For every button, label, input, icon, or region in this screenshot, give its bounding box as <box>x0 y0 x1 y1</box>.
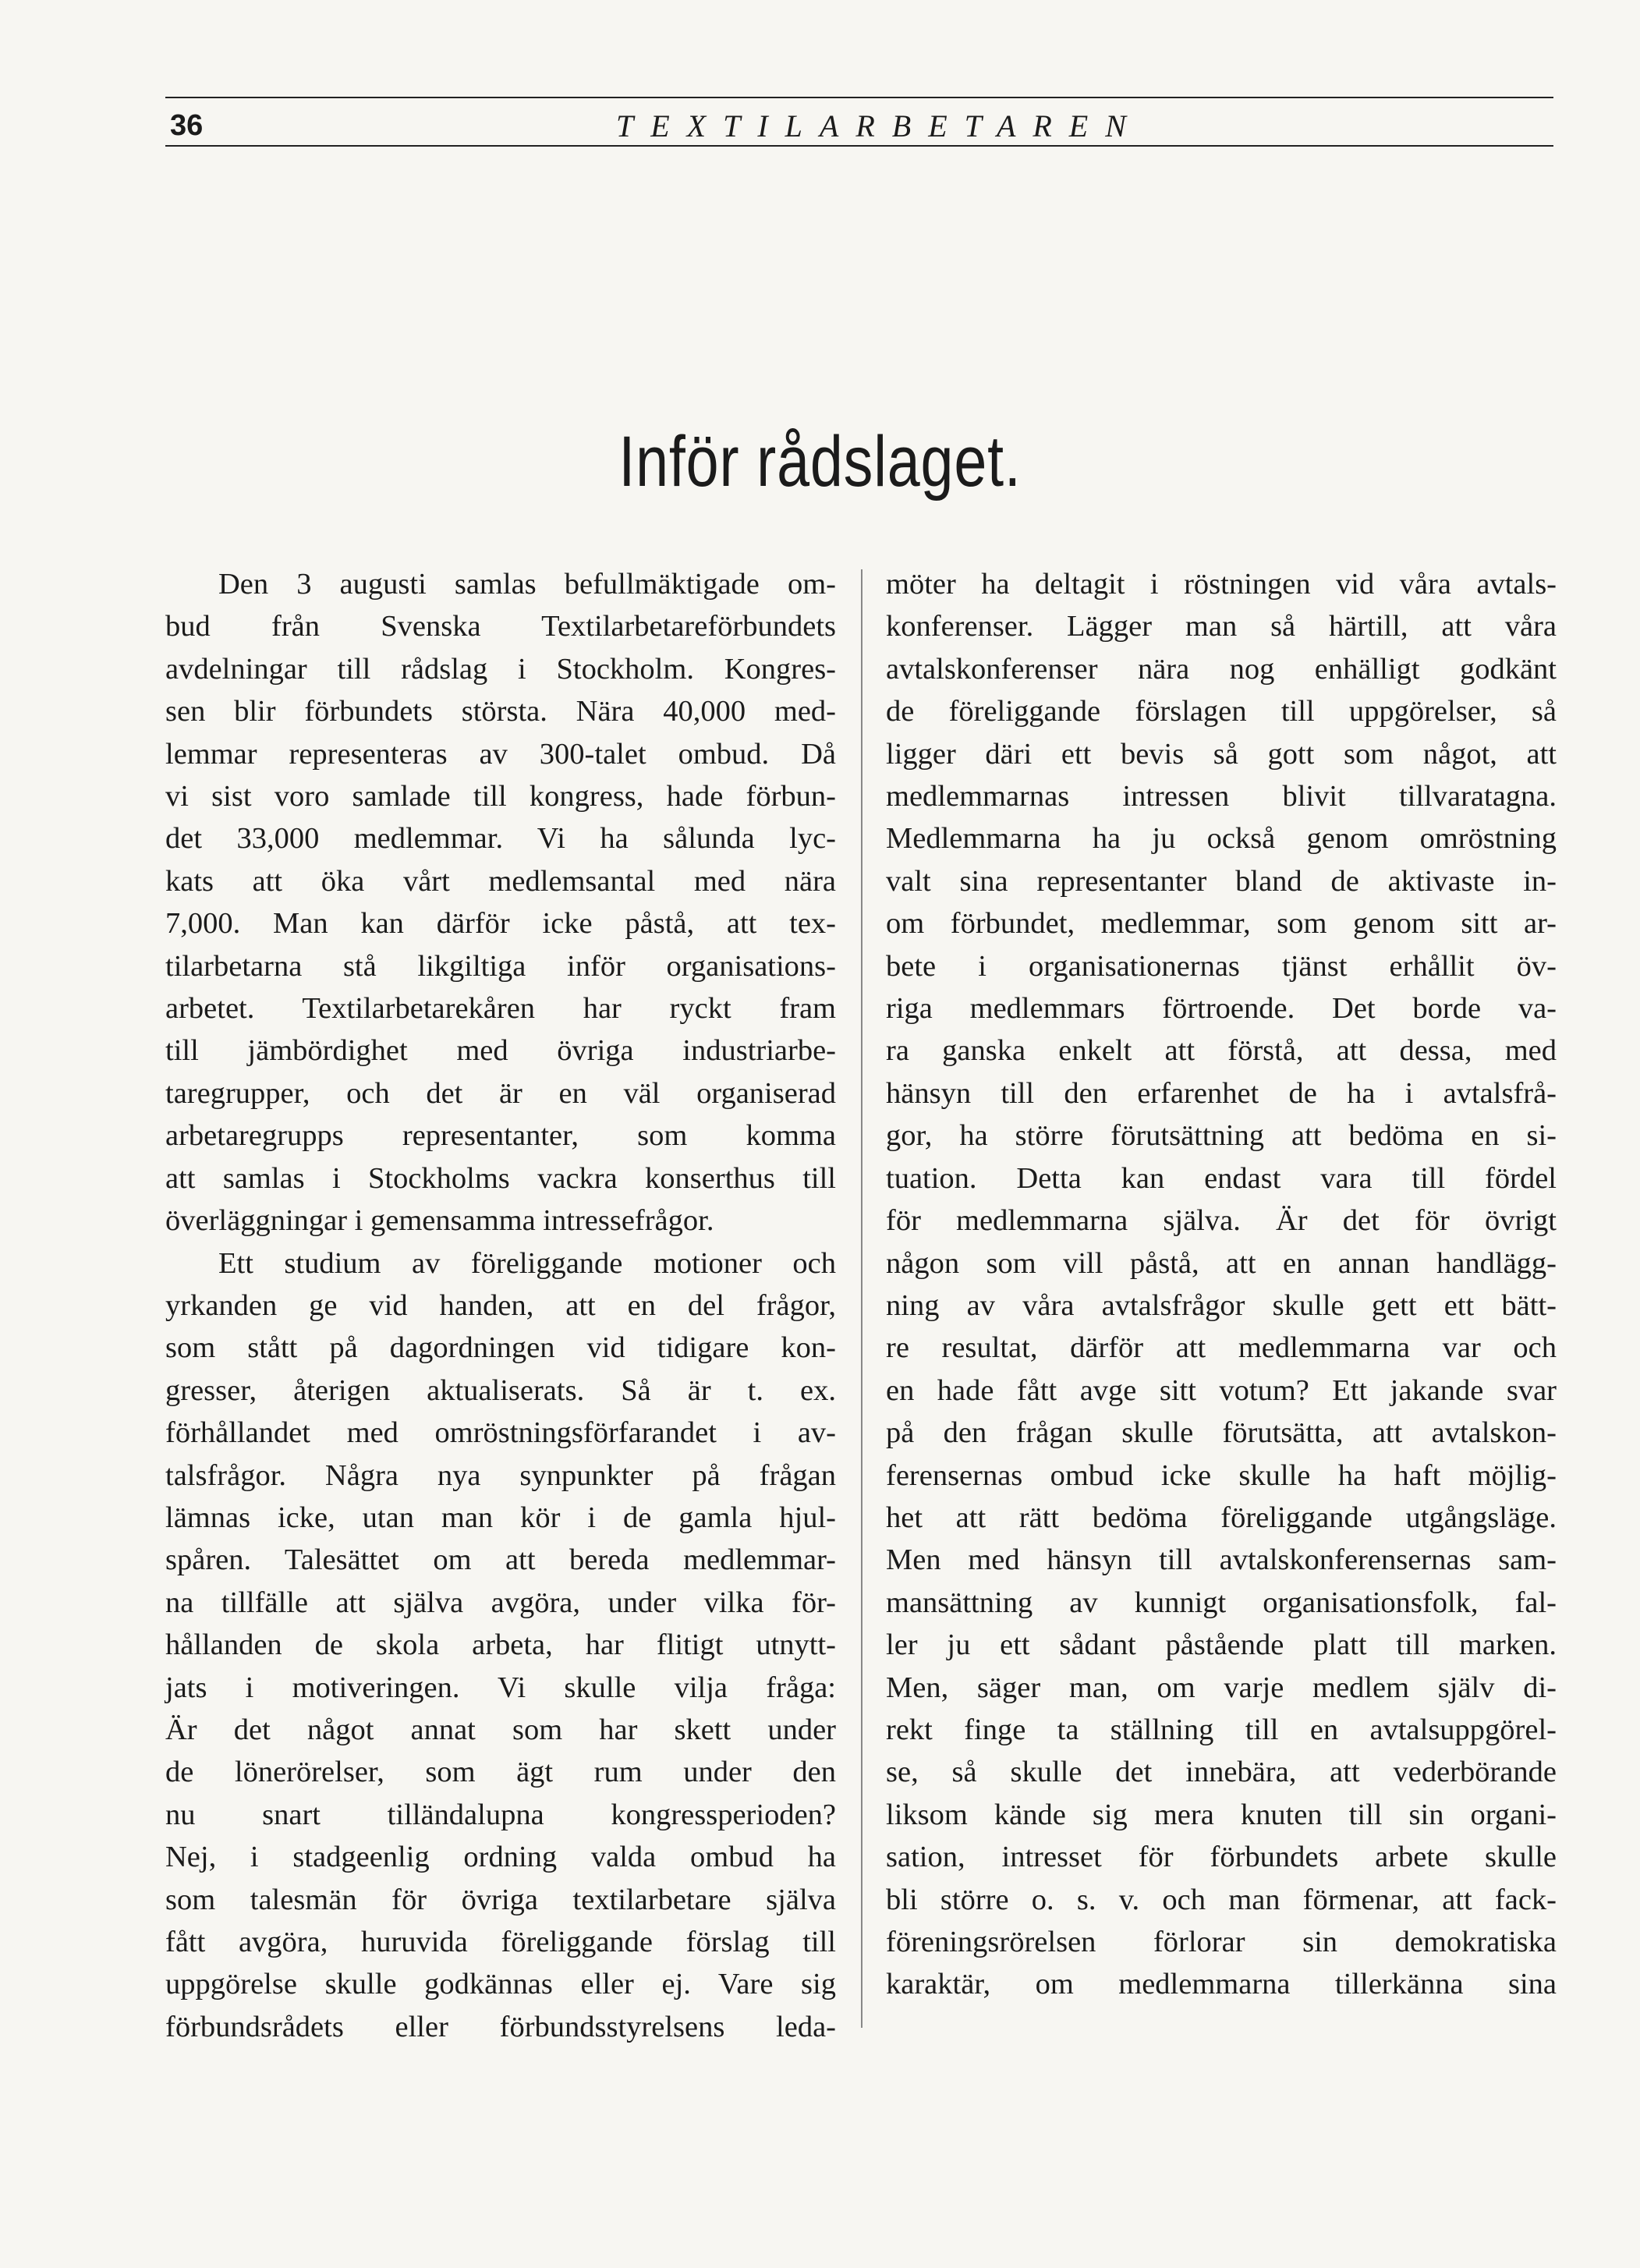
text-line: uppgörelse skulle godkännas eller ej. Vare sig <box>165 1968 836 2001</box>
text-line: gresser, återigen aktualiserats. Så är t. ex. <box>165 1373 836 1407</box>
text-line: förhållandet med omröstningsförfarandet i av- <box>165 1416 836 1450</box>
text-line: rekt finge ta ställning till en avtalsuppgörel- <box>886 1713 1557 1746</box>
text-line: som stått på dagordningen vid tidigare kon- <box>165 1331 836 1365</box>
text-line: de föreliggande förslagen till uppgörelser, så <box>886 695 1557 728</box>
text-line: tilarbetarna stå likgiltiga inför organisations- <box>165 949 836 983</box>
text-line: yrkanden ge vid handen, att en del frågor, <box>165 1288 836 1322</box>
text-line: bete i organisationernas tjänst erhållit öv- <box>886 949 1557 983</box>
text-line: Nej, i stadgeenlig ordning valda ombud ha <box>165 1841 836 1874</box>
text-line: ferensernas ombud icke skulle ha haft möjlig- <box>886 1458 1557 1492</box>
text-line: kats att öka vårt medlemsantal med nära <box>165 864 836 898</box>
text-line: medlemmarnas intressen blivit tillvaratagna. <box>886 780 1557 813</box>
text-line: föreningsrörelsen förlorar sin demokratiska <box>886 1926 1557 1958</box>
page-number: 36 <box>170 109 204 142</box>
text-line: ning av våra avtalsfrågor skulle gett ett bätt- <box>886 1288 1557 1322</box>
text-line: som talesmän för övriga textilarbetare själva <box>165 1883 836 1916</box>
text-line: mansättning av kunnigt organisationsfolk, fal- <box>886 1586 1557 1619</box>
text-line: det 33,000 medlemmar. Vi ha sålunda lyc- <box>165 822 836 856</box>
header-rule-bottom <box>165 145 1553 147</box>
running-title: TEXTILARBETAREN <box>616 108 1143 144</box>
text-line: Medlemmarna ha ju också genom omröstning <box>886 822 1557 856</box>
text-line: överläggningar i gemensamma intressefrågor. <box>165 1204 714 1238</box>
text-line: spåren. Talesättet om att bereda medlemmar- <box>165 1543 836 1577</box>
text-line: na tillfälle att själva avgöra, under vilka för- <box>165 1586 836 1619</box>
text-line: lemmar representeras av 300-talet ombud. Då <box>165 737 836 771</box>
text-line: fått avgöra, huruvida föreliggande förslag till <box>165 1926 836 1958</box>
text-line: någon som vill påstå, att en annan handlägg- <box>886 1246 1557 1280</box>
text-line: sen blir förbundets största. Nära 40,000 med- <box>165 695 836 728</box>
text-line: konferenser. Lägger man så härtill, att våra <box>886 610 1557 643</box>
text-line: ligger däri ett bevis så gott som något, att <box>886 737 1557 771</box>
text-line: bud från Svenska Textilarbetareförbundets <box>165 610 836 643</box>
text-line: liksom kände sig mera knuten till sin organi- <box>886 1798 1557 1831</box>
text-line: Den 3 augusti samlas befullmäktigade om- <box>218 568 836 601</box>
text-line: för medlemmarna själva. Är det för övrigt <box>886 1204 1557 1238</box>
text-line: en hade fått avge sitt votum? Ett jakande svar <box>886 1373 1557 1407</box>
text-line: tuation. Detta kan endast vara till fördel <box>886 1161 1557 1195</box>
text-line: till jämbördighet med övriga industriarbe- <box>165 1034 836 1068</box>
text-line: Men, säger man, om varje medlem själv di- <box>886 1671 1557 1704</box>
text-line: nu snart tilländalupna kongressperioden? <box>165 1798 836 1831</box>
right-column <box>886 563 1557 2006</box>
text-line: arbetaregrupps representanter, som komma <box>165 1119 836 1153</box>
text-line: taregrupper, och det är en väl organiserad <box>165 1076 836 1110</box>
text-line: hållanden de skola arbeta, har flitigt utnytt- <box>165 1628 836 1662</box>
text-line: hänsyn till den erfarenhet de ha i avtalsfrå- <box>886 1076 1557 1110</box>
text-line: ler ju ett sådant påstående platt till marken. <box>886 1628 1557 1662</box>
text-line: möter ha deltagit i röstningen vid våra avtals- <box>886 568 1557 601</box>
text-line: jats i motiveringen. Vi skulle vilja fråga: <box>165 1671 836 1704</box>
text-line: bli större o. s. v. och man förmenar, att fack- <box>886 1883 1557 1916</box>
header-rule-top <box>165 97 1553 98</box>
text-line: 7,000. Man kan därför icke påstå, att tex- <box>165 907 836 941</box>
text-line: vi sist voro samlade till kongress, hade förbun- <box>165 780 836 813</box>
text-line: riga medlemmars förtroende. Det borde va- <box>886 992 1557 1026</box>
text-line: valt sina representanter bland de aktivaste in- <box>886 864 1557 898</box>
text-line: om förbundet, medlemmar, som genom sitt ar- <box>886 907 1557 941</box>
text-line: att samlas i Stockholms vackra konserthus till <box>165 1161 836 1195</box>
text-line: de lönerörelser, som ägt rum under den <box>165 1756 836 1789</box>
text-line: Men med hänsyn till avtalskonferensernas sam- <box>886 1543 1557 1577</box>
text-line: karaktär, om medlemmarna tillerkänna sina <box>886 1968 1557 2001</box>
text-line: på den frågan skulle förutsätta, att avtalskon- <box>886 1416 1557 1450</box>
text-line: Ett studium av föreliggande motioner och <box>218 1246 836 1280</box>
text-line: arbetet. Textilarbetarekåren har ryckt fram <box>165 992 836 1026</box>
text-line: sation, intresset för förbundets arbete skulle <box>886 1841 1557 1874</box>
text-line: re resultat, därför att medlemmarna var och <box>886 1331 1557 1365</box>
text-line: talsfrågor. Några nya synpunkter på frågan <box>165 1458 836 1492</box>
column-divider <box>861 569 863 2028</box>
text-line: Är det något annat som har skett under <box>165 1713 836 1746</box>
text-line: gor, ha större förutsättning att bedöma en si- <box>886 1119 1557 1153</box>
article-title: Inför rådslaget. <box>618 422 1022 501</box>
text-line: avdelningar till rådslag i Stockholm. Kongres- <box>165 652 836 686</box>
text-line: het att rätt bedöma föreliggande utgångsläge. <box>886 1501 1557 1534</box>
text-line: lämnas icke, utan man kör i de gamla hjul- <box>165 1501 836 1534</box>
left-column <box>165 563 836 2048</box>
text-line: förbundsrådets eller förbundsstyrelsens leda- <box>165 2010 836 2043</box>
text-line: ra ganska enkelt att förstå, att dessa, med <box>886 1034 1557 1068</box>
text-line: avtalskonferenser nära nog enhälligt godkänt <box>886 652 1557 686</box>
text-line: se, så skulle det innebära, att vederbörande <box>886 1756 1557 1789</box>
